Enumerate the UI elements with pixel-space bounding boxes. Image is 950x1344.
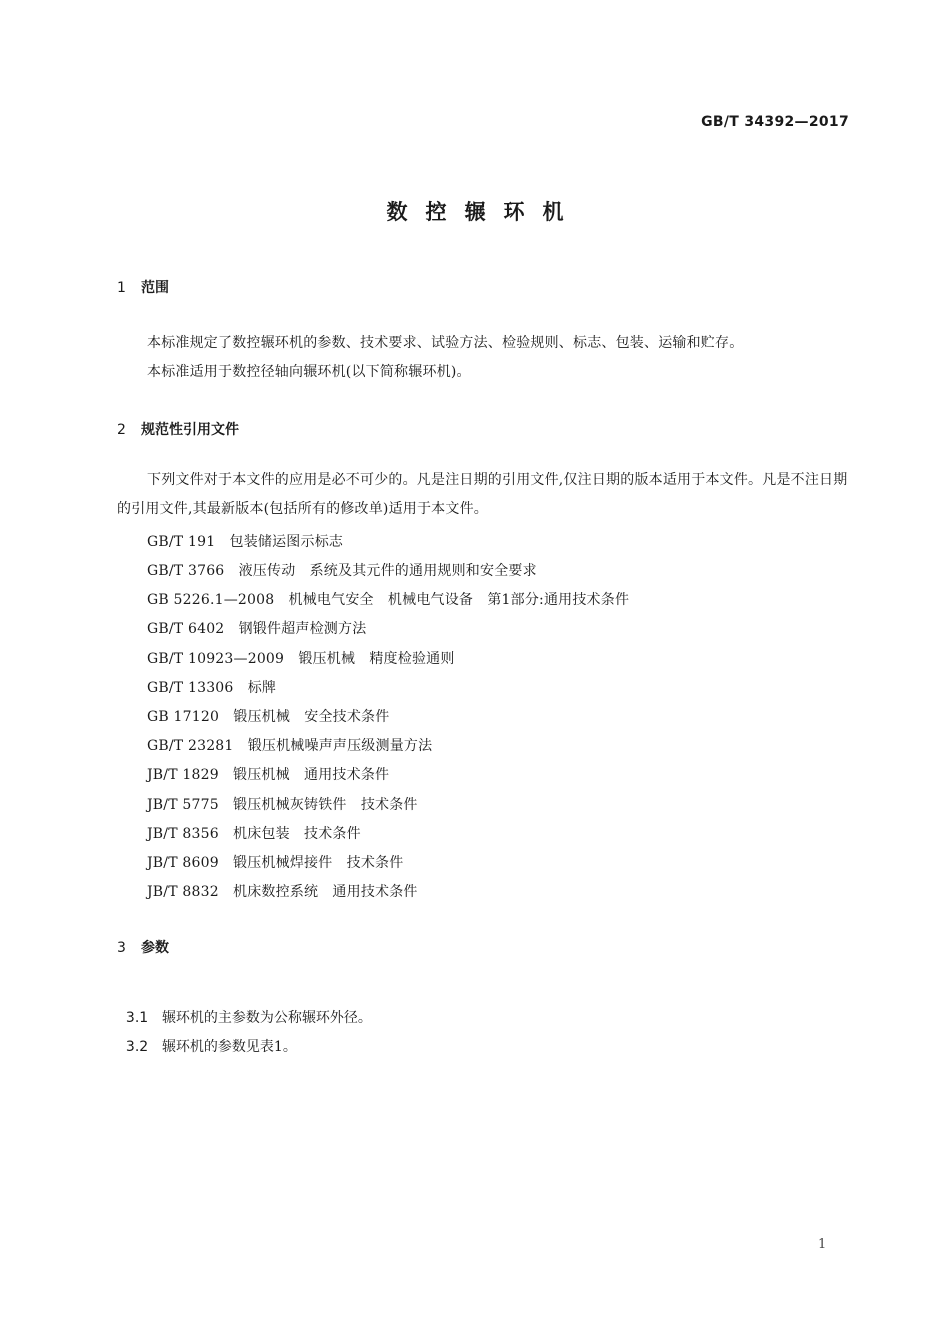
reference-item: GB 5226.1—2008 机械电气安全 机械电气设备 第1部分:通用技术条件: [147, 592, 630, 608]
section-number: 2: [117, 422, 126, 438]
section-title: 规范性引用文件: [141, 422, 239, 438]
paragraph: 本标准规定了数控辗环机的参数、技术要求、试验方法、检验规则、标志、包装、运输和贮存。: [147, 335, 744, 351]
section-number: 3: [117, 940, 126, 956]
section-3-heading: [117, 937, 169, 957]
reference-item: JB/T 1829 锻压机械 通用技术条件: [147, 767, 390, 783]
section-2-heading: [117, 419, 239, 439]
clause-number: 3.1: [125, 1010, 149, 1026]
section-title: 范围: [141, 280, 169, 296]
reference-item: JB/T 8832 机床数控系统 通用技术条件: [147, 884, 418, 900]
section-title: 参数: [141, 940, 169, 956]
reference-item: GB/T 6402 钢锻件超声检测方法: [147, 621, 367, 637]
page-number: 1: [818, 1237, 827, 1252]
reference-item: JB/T 8356 机床包装 技术条件: [147, 826, 361, 842]
reference-item: GB/T 23281 锻压机械噪声声压级测量方法: [147, 738, 433, 754]
reference-item: JB/T 8609 锻压机械焊接件 技术条件: [147, 855, 404, 871]
paragraph: 本标准适用于数控径轴向辗环机(以下简称辗环机)。: [147, 364, 471, 380]
clause-text: 辗环机的主参数为公称辗环外径。: [161, 1010, 372, 1026]
clause-3-2: [117, 1020, 297, 1056]
reference-item: JB/T 5775 锻压机械灰铸铁件 技术条件: [147, 797, 418, 813]
section-1-heading: [117, 277, 169, 297]
paragraph: 下列文件对于本文件的应用是必不可少的。凡是注日期的引用文件,仅注日期的版本适用于本文件。凡是不注日期的引用文件,其最新版本(包括所有的修改单)适用于本文件。: [117, 472, 848, 517]
document-title: 数控辗环机: [386, 200, 582, 224]
clause-number: 3.2: [125, 1039, 149, 1055]
reference-item: GB/T 191 包装储运图示标志: [147, 534, 344, 550]
clause-text: 辗环机的参数见表1。: [161, 1039, 297, 1055]
standard-code: GB/T 34392—2017: [701, 114, 849, 130]
reference-item: GB/T 3766 液压传动 系统及其元件的通用规则和安全要求: [147, 563, 537, 579]
section-number: 1: [117, 280, 126, 296]
reference-item: GB 17120 锻压机械 安全技术条件: [147, 709, 390, 725]
reference-item: GB/T 13306 标牌: [147, 680, 277, 696]
reference-item: GB/T 10923—2009 锻压机械 精度检验通则: [147, 651, 455, 667]
